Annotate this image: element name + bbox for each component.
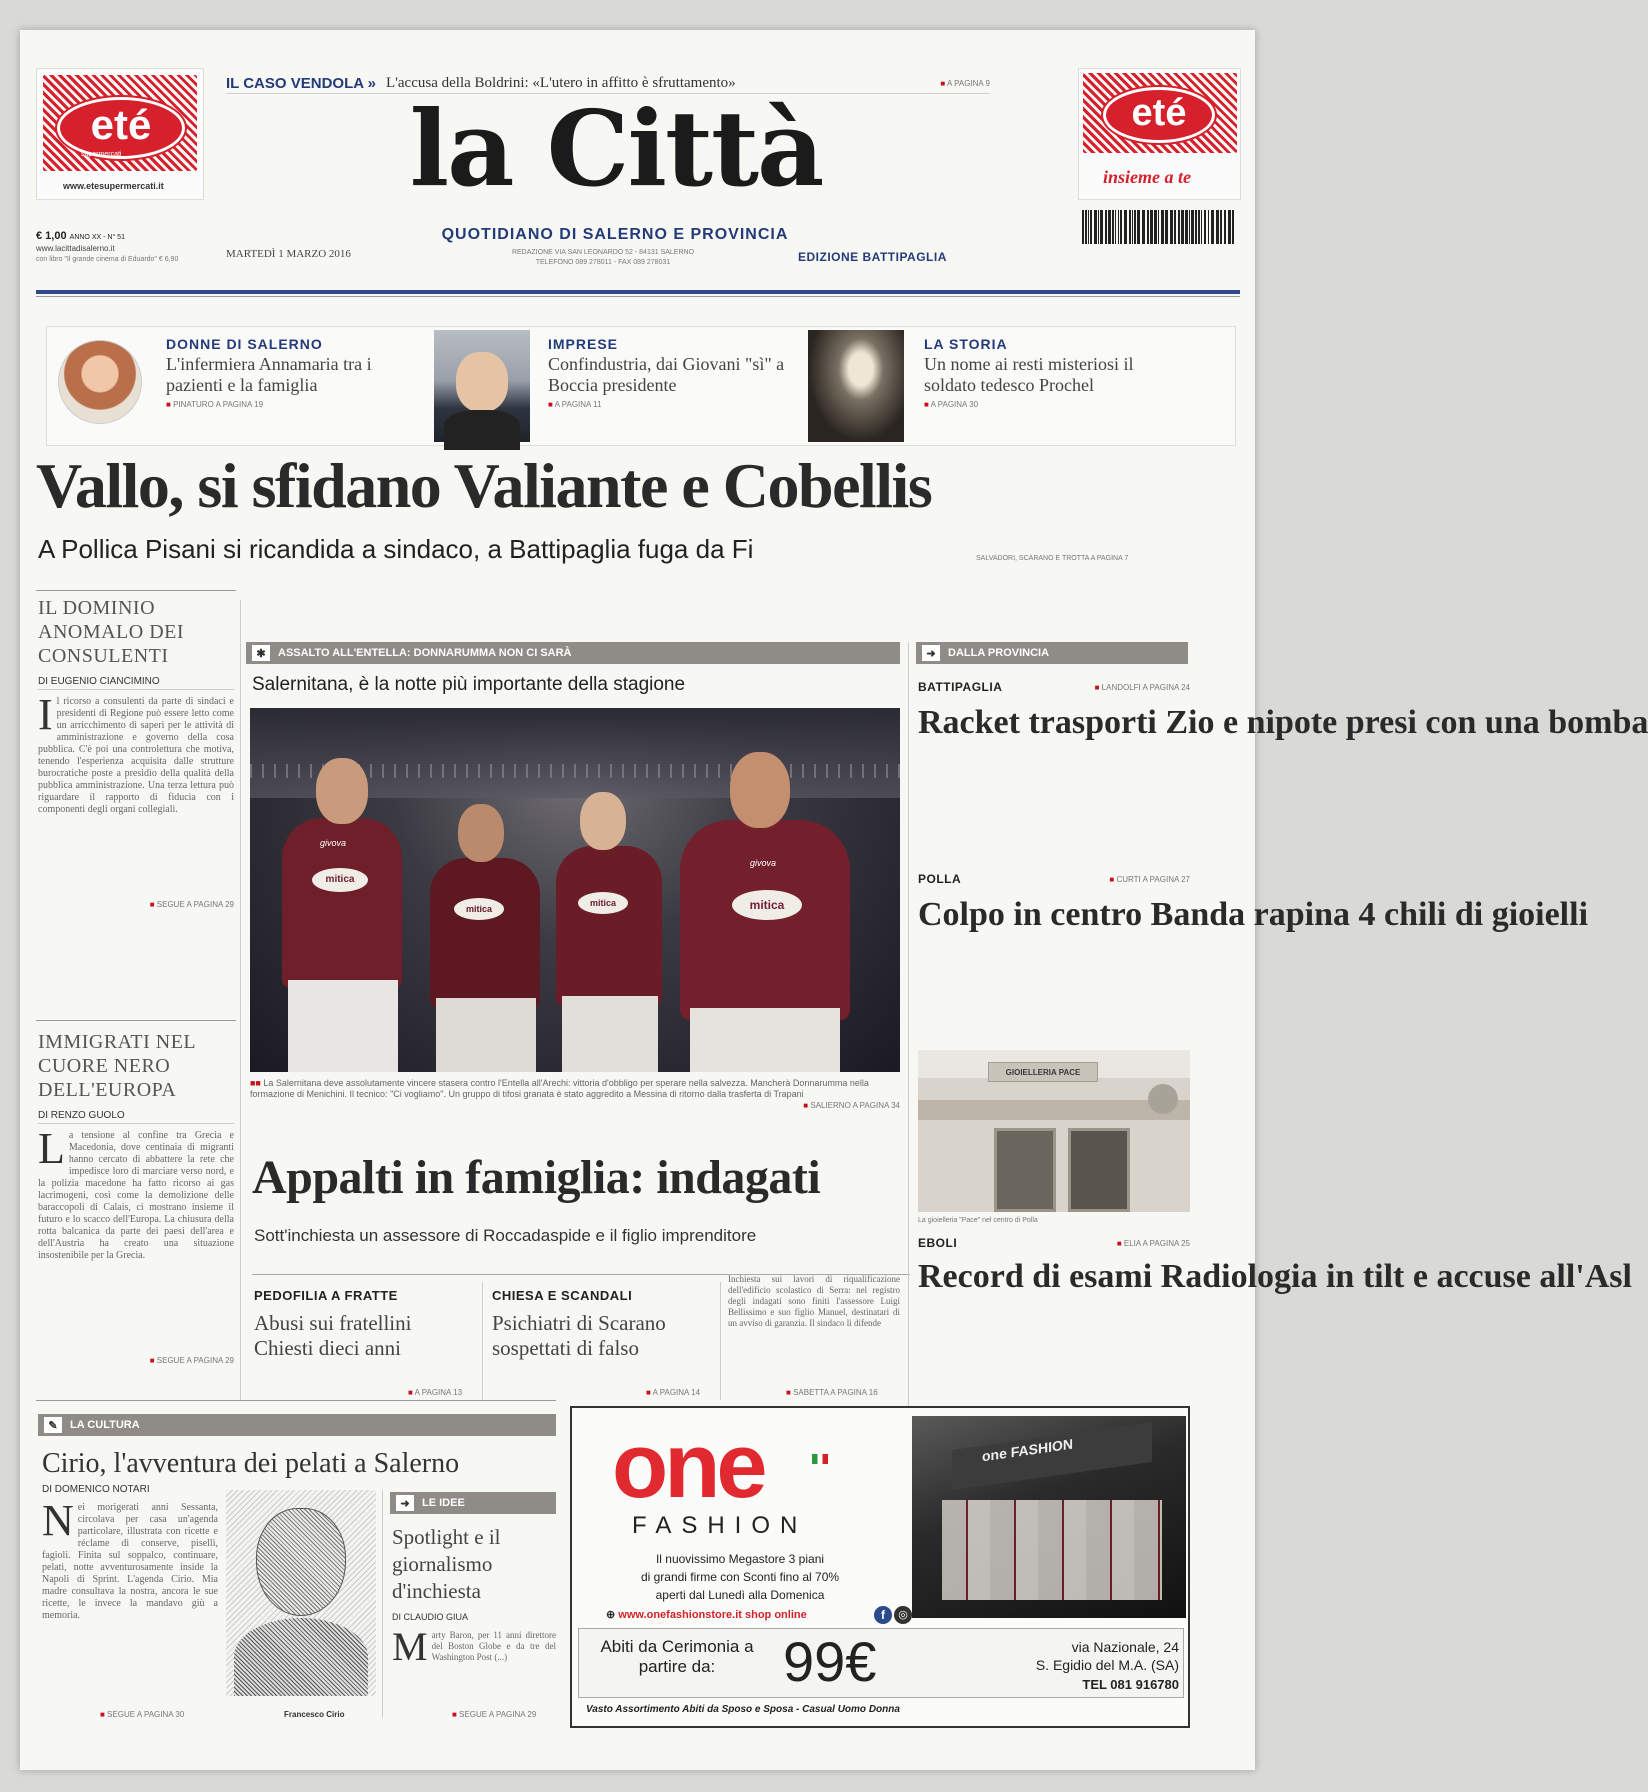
dropcap: N	[42, 1496, 74, 1545]
teaser-ref: ■ PINATURO A PAGINA 19	[166, 400, 396, 409]
sport-headline[interactable]: Salernitana, è la notte più importante della stagione	[252, 674, 686, 695]
barcode-bar	[1189, 210, 1190, 244]
barcode-bar	[1174, 210, 1176, 244]
barcode-bar	[1142, 210, 1145, 244]
idee-body	[392, 1624, 556, 1694]
cultura-band-text: LA CULTURA	[70, 1419, 140, 1431]
instagram-icon[interactable]: ◎	[894, 1606, 912, 1624]
sponsor-badge: mitica	[454, 898, 504, 920]
idee-ref: ■ SEGUE A PAGINA 29	[452, 1710, 536, 1719]
barcode-bar	[1132, 210, 1133, 244]
provincia-kicker: POLLA	[918, 872, 962, 886]
barcode-bar	[1191, 210, 1194, 244]
gioielleria-photo[interactable]	[918, 1050, 1190, 1212]
ete-url[interactable]: www.etesupermercati.it	[63, 181, 164, 191]
barcode-bar	[1204, 210, 1206, 244]
sub-ref: ■ A PAGINA 13	[408, 1388, 462, 1397]
sub-story-pedofilia[interactable]	[254, 1288, 464, 1361]
main-headline[interactable]: Vallo, si sfidano Valiante e Cobellis	[36, 450, 932, 521]
edition: EDIZIONE BATTIPAGLIA	[798, 250, 947, 264]
barcode-bar	[1129, 210, 1131, 244]
dropcap: I	[38, 690, 53, 739]
arrow-right-icon: ➜	[396, 1495, 414, 1511]
barcode-bar	[1201, 210, 1202, 244]
player-head	[458, 804, 504, 862]
price-block	[36, 230, 206, 264]
dropcap: L	[38, 1124, 65, 1173]
sub-text: Psichiatri di Scarano sospettati di falso	[492, 1311, 666, 1360]
provincia-item[interactable]	[918, 680, 1648, 746]
cirio-portrait	[226, 1490, 376, 1696]
site[interactable]: www.lacittadisalerno.it	[36, 244, 115, 253]
teaser-2[interactable]	[548, 336, 798, 409]
provincia-headline: Racket trasporti Zio e nipote presi con una bomba	[918, 704, 1648, 741]
one-logo: one	[612, 1415, 764, 1517]
provincia-band	[916, 642, 1188, 664]
barcode-bar	[1181, 210, 1184, 244]
barcode-bar	[1112, 210, 1114, 244]
sport-band	[246, 642, 900, 664]
ete-sub: supermercati	[81, 151, 122, 158]
opinion-body-text: l ricorso a consulenti da parte di sindaci e presidenti di Regione può essere letto come un arricchimento di saperi per le attività di amministrazione e governo della cosa pubblica. C'è poi una controlettura che motiva, tenendo l'esperienza acquisita dalle strutture burocratiche poste a presidio della qualità della pubblica amministrazione. Una terza lettura può riguardare il rapporto di fiducia con i componenti degli organi collegiali.	[38, 696, 234, 815]
provincia-item[interactable]	[918, 872, 1589, 938]
opinion-title: IMMIGRATI NEL CUORE NERO DELL'EUROPA	[38, 1031, 196, 1101]
opinion-ref: ■ SEGUE A PAGINA 29	[38, 1356, 234, 1365]
teaser-ref: ■ A PAGINA 30	[924, 400, 1180, 409]
barcode-bar	[1198, 210, 1200, 244]
opinion-byline: DI EUGENIO CIANCIMINO	[38, 676, 234, 690]
avatar	[58, 340, 142, 424]
teaser-1[interactable]	[166, 336, 396, 409]
barcode-bar	[1224, 210, 1226, 244]
divider	[482, 1282, 483, 1400]
idee-band	[390, 1492, 556, 1514]
divider	[36, 1400, 556, 1401]
store-sign: one FASHION	[982, 1435, 1074, 1465]
top-tag-label: IL CASO VENDOLA »	[226, 75, 377, 92]
price-note: con libro "Il grande cinema di Eduardo" € 6,90	[36, 256, 179, 263]
quill-icon: ✎	[44, 1417, 62, 1433]
player-shorts	[690, 1008, 840, 1072]
teaser-3[interactable]	[924, 336, 1180, 409]
masthead-rule	[36, 290, 1240, 294]
barcode-icon	[1080, 208, 1240, 252]
photo-caption: ■■ La Salernitana deve assolutamente vincere stasera contro l'Entella all'Arechi: vittoria d'obbligo per sperare nella salvezza. Mancherà Donnarumma nella formazione di Menichini. Il tecnico: "Ci vogliamo". Un gruppo di tifosi granata è stato aggredito a Messina di ritorno dalla trasferta di Trapani ■ SALIERNO A PAGINA 34	[250, 1078, 900, 1111]
barcode-bar	[1220, 210, 1222, 244]
barcode-bar	[1216, 210, 1219, 244]
appalti-side-ref: ■ SABETTA A PAGINA 16	[786, 1388, 878, 1397]
barcode-bar	[1232, 210, 1234, 244]
teaser-ref: ■ A PAGINA 11	[548, 400, 798, 409]
top-tag-ref: ■ A PAGINA 9	[940, 79, 990, 88]
cultura-body	[42, 1496, 218, 1704]
newspaper-page	[20, 30, 1648, 1770]
opinion-consulenti[interactable]	[38, 596, 234, 909]
jersey-brand: givova	[320, 838, 347, 848]
sub-text: Abusi sui fratellini Chiesti dieci anni	[254, 1311, 412, 1360]
teaser-photo	[808, 330, 904, 442]
barcode-bar	[1154, 210, 1157, 244]
portrait-caption: Francesco Cirio	[284, 1710, 345, 1719]
sponsor-badge: mitica	[578, 892, 628, 914]
cultura-ref: ■ SEGUE A PAGINA 30	[100, 1710, 184, 1719]
provincia-ref: ■ LANDOLFI A PAGINA 24	[1095, 683, 1190, 692]
ad-web-text: www.onefashionstore.it shop online	[618, 1609, 807, 1621]
barcode-bar	[1105, 210, 1107, 244]
facebook-icon[interactable]: f	[874, 1606, 892, 1624]
opinion-body	[38, 690, 234, 894]
teaser-text: L'infermiera Annamaria tra i pazienti e la famiglia	[166, 354, 372, 395]
provincia-headline: Record di esami Radiologia in tilt e accuse all'Asl	[918, 1258, 1632, 1295]
one-fashion-ad[interactable]	[570, 1406, 1190, 1728]
barcode-bar	[1108, 210, 1111, 244]
store-photo	[912, 1416, 1186, 1618]
player-shorts	[436, 998, 536, 1072]
barcode-bar	[1208, 210, 1209, 244]
barcode-bar	[1082, 210, 1084, 244]
barcode-bar	[1090, 210, 1092, 244]
ete-logo: eté	[1103, 87, 1215, 143]
ete-slogan: insieme a te	[1103, 167, 1191, 187]
sub-kicker: PEDOFILIA A FRATTE	[254, 1288, 398, 1303]
sub-kicker: CHIESA E SCANDALI	[492, 1288, 633, 1303]
barcode-bar	[1115, 210, 1116, 244]
barcode-bar	[1150, 210, 1153, 244]
jersey-brand: givova	[750, 858, 777, 868]
salernitana-photo[interactable]	[250, 708, 900, 1072]
address: REDAZIONE VIA SAN LEONARDO 52 - 84131 SALERNO	[511, 249, 695, 256]
opinion-byline: DI RENZO GUOLO	[38, 1110, 234, 1124]
arrow-right-icon: ➜	[922, 645, 940, 661]
flag-icon	[812, 1454, 828, 1464]
main-ref: SALVADORI, SCARANO E TROTTA A PAGINA 7	[976, 555, 1129, 562]
dropcap: M	[392, 1624, 428, 1669]
one-fashion-sub: FASHION	[632, 1512, 808, 1539]
provincia-headline: Colpo in centro Banda rapina 4 chili di gioielli	[918, 896, 1589, 933]
barcode-bar	[1085, 210, 1087, 244]
provincia-item[interactable]	[918, 1236, 1632, 1300]
player-shorts	[562, 996, 658, 1072]
player-head	[316, 758, 368, 824]
masthead-subtitle: QUOTIDIANO DI SALERNO E PROVINCIA	[441, 226, 789, 243]
ad-address: S. Egidio del M.A. (SA)	[1035, 1657, 1179, 1673]
appalti-headline[interactable]: Appalti in famiglia: indagati	[252, 1151, 821, 1204]
divider	[382, 1490, 383, 1718]
barcode-bar	[1211, 210, 1214, 244]
player-head	[730, 752, 790, 828]
player-shorts	[288, 980, 398, 1072]
barcode-bar	[1147, 210, 1149, 244]
barcode-bar	[1158, 210, 1159, 244]
ete-ad-right[interactable]	[1078, 68, 1241, 200]
barcode-bar	[1124, 210, 1127, 244]
ad-footer: Vasto Assortimento Abiti da Sposo e Sposa - Casual Uomo Donna	[586, 1704, 900, 1715]
offer-label: Abiti da Cerimonia a partire da:	[600, 1637, 754, 1676]
photo-caption-ref: ■ SALIERNO A PAGINA 34	[803, 1100, 900, 1111]
teaser-photo	[434, 330, 530, 442]
idee-band-text: LE IDEE	[422, 1497, 465, 1509]
opinion-immigrati[interactable]	[38, 1030, 234, 1365]
barcode-bar	[1118, 210, 1119, 244]
cultura-body-text: ei morigerati anni Sessanta, circolava per casa un'agenda particolare, illustrata con ricette e réclame di conserve, pisellì, fagioli. Finita sul soppalco, continuare, pelati, notte avventurosamente inside la Napoli di Sprint. L'agenda Cirio. Mia madre consultava la nostra, ancora le sue ricette, le invece la mandavo giù a memoria.	[42, 1502, 218, 1621]
opinion-ref: ■ SEGUE A PAGINA 29	[38, 900, 234, 909]
opinion-body-text: a tensione al confine tra Grecia e Macedonia, dove centinaia di migranti hanno cercato di abbattere la rete che impedisce loro di marciare verso nord, e la polizia macedone ha fatto ricorso ai gas lacrimogeni, così come la demolizione delle baraccopoli di Calais, ci mostrano insieme il futuro e lo scacco dell'Europa. La chiusura della rotta balcanica da parte dei paesi dell'area e dell'Austria ha creato una situazione insostenibile per la Grecia.	[38, 1130, 234, 1261]
gioielleria-caption: La gioielleria "Pace" nel centro di Polla	[918, 1217, 1038, 1224]
player-head	[580, 792, 626, 850]
provincia-kicker: BATTIPAGLIA	[918, 680, 1003, 694]
masthead-title: la Città	[409, 87, 823, 210]
sub-story-chiesa[interactable]	[492, 1288, 712, 1361]
opinion-body	[38, 1124, 234, 1350]
provincia-ref: ■ ELIA A PAGINA 25	[1117, 1239, 1190, 1248]
appalti-side-text: Inchiesta sui lavori di riqualificazione dell'edificio scolastico di Serra: nel registro degli indagati sono finiti l'assessore Luigi Bellissimo e suo figlio Manuel, destinatari di un avviso di garanzia. Il sindaco li difende	[728, 1274, 900, 1328]
ete-logo: eté	[57, 97, 185, 159]
barcode-bar	[1137, 210, 1140, 244]
price: € 1,00	[36, 230, 67, 242]
teaser-kicker: DONNE DI SALERNO	[166, 336, 323, 352]
barcode-bar	[1178, 210, 1180, 244]
ad-line: Il nuovissimo Megastore 3 piani	[655, 1552, 825, 1566]
provincia-kicker: EBOLI	[918, 1236, 958, 1250]
ete-ad-left[interactable]	[36, 68, 204, 200]
shop-sign: GIOIELLERIA PACE	[988, 1062, 1098, 1082]
cultura-band	[38, 1414, 556, 1436]
barcode-bar	[1120, 210, 1122, 244]
barcode-bar	[1165, 210, 1168, 244]
barcode-bar	[1185, 210, 1188, 244]
column-rule	[240, 600, 241, 1400]
divider	[720, 1282, 721, 1400]
barcode-bar	[1098, 210, 1099, 244]
divider	[36, 1020, 236, 1021]
cultura-headline[interactable]: Cirio, l'avventura dei pelati a Salerno	[42, 1448, 460, 1479]
sponsor-badge: mitica	[312, 868, 368, 892]
column-rule	[908, 642, 909, 1412]
provincia-ref: ■ CURTI A PAGINA 27	[1109, 875, 1190, 884]
idee-byline: DI CLAUDIO GIUA	[392, 1612, 469, 1622]
barcode-bar	[1170, 210, 1173, 244]
barcode-bar	[1134, 210, 1136, 244]
offer-bar	[578, 1628, 1184, 1698]
player-shirt	[430, 858, 540, 1008]
teaser-text: Confindustria, dai Giovani "sì" a Boccia presidente	[548, 354, 785, 395]
ad-line: aperti dal Lunedì alla Domenica	[655, 1588, 825, 1602]
barcode	[1080, 208, 1240, 252]
player-shirt	[680, 820, 850, 1020]
provincia-band-text: DALLA PROVINCIA	[948, 647, 1050, 659]
teaser-kicker: IMPRESE	[548, 336, 619, 352]
player-shirt	[556, 846, 662, 1006]
idee-body-text: arty Baron, per 11 anni direttore del Boston Globe e da tre del Washington Post (...)	[431, 1630, 556, 1662]
masthead-rule-thin	[36, 296, 1240, 297]
ad-line: di grandi firme con Sconti fino al 70%	[640, 1570, 840, 1584]
sparkle-icon: ✱	[252, 645, 270, 661]
barcode-bar	[1088, 210, 1089, 244]
barcode-bar	[1195, 210, 1197, 244]
top-tag-text: L'accusa della Boldrini: «L'utero in affitto è sfruttamento»	[386, 75, 736, 91]
sport-band-text: ASSALTO ALL'ENTELLA: DONNARUMMA NON CI SARÀ	[278, 647, 572, 659]
barcode-bar	[1161, 210, 1164, 244]
barcode-bar	[1094, 210, 1097, 244]
idee-headline[interactable]: Spotlight e il giornalismo d'inchiesta	[392, 1525, 501, 1603]
sponsor-badge: mitica	[732, 890, 802, 920]
divider	[36, 590, 236, 591]
barcode-bar	[1228, 210, 1231, 244]
date: MARTEDÌ 1 MARZO 2016	[226, 248, 351, 260]
ad-address: via Nazionale, 24	[1071, 1639, 1179, 1655]
offer-price: 99€	[783, 1630, 877, 1693]
ad-web[interactable]: ⊕ www.onefashionstore.it shop online	[606, 1609, 807, 1621]
cultura-byline: DI DOMENICO NOTARI	[42, 1484, 150, 1495]
opinion-title: IL DOMINIO ANOMALO DEI CONSULENTI	[38, 597, 185, 667]
teaser-text: Un nome ai resti misteriosi il soldato tedesco Prochel	[924, 354, 1134, 395]
appalti-deck: Sott'inchiesta un assessore di Roccadaspide e il figlio imprenditore	[254, 1226, 757, 1245]
main-deck: A Pollica Pisani si ricandida a sindaco, a Battipaglia fuga da Fi	[38, 534, 754, 564]
sub-ref: ■ A PAGINA 14	[646, 1388, 700, 1397]
photo-caption-text: La Salernitana deve assolutamente vincere stasera contro l'Entella all'Arechi: vittoria d'obbligo per sperare nella salvezza. Mancherà Donnarumma nella formazione di Menichini. Il tecnico: "Ci vogliamo". Un gruppo di tifosi granata è stato aggredito a Messina di ritorno dalla trasferta di Trapani	[250, 1078, 869, 1099]
barcode-bar	[1100, 210, 1103, 244]
ad-tel[interactable]: TEL 081 916780	[1082, 1677, 1179, 1692]
issue: ANNO XX - N° 51	[69, 234, 125, 241]
phone: TELEFONO 089 278011 - FAX 089 278031	[535, 259, 671, 266]
teaser-kicker: LA STORIA	[924, 336, 1008, 352]
